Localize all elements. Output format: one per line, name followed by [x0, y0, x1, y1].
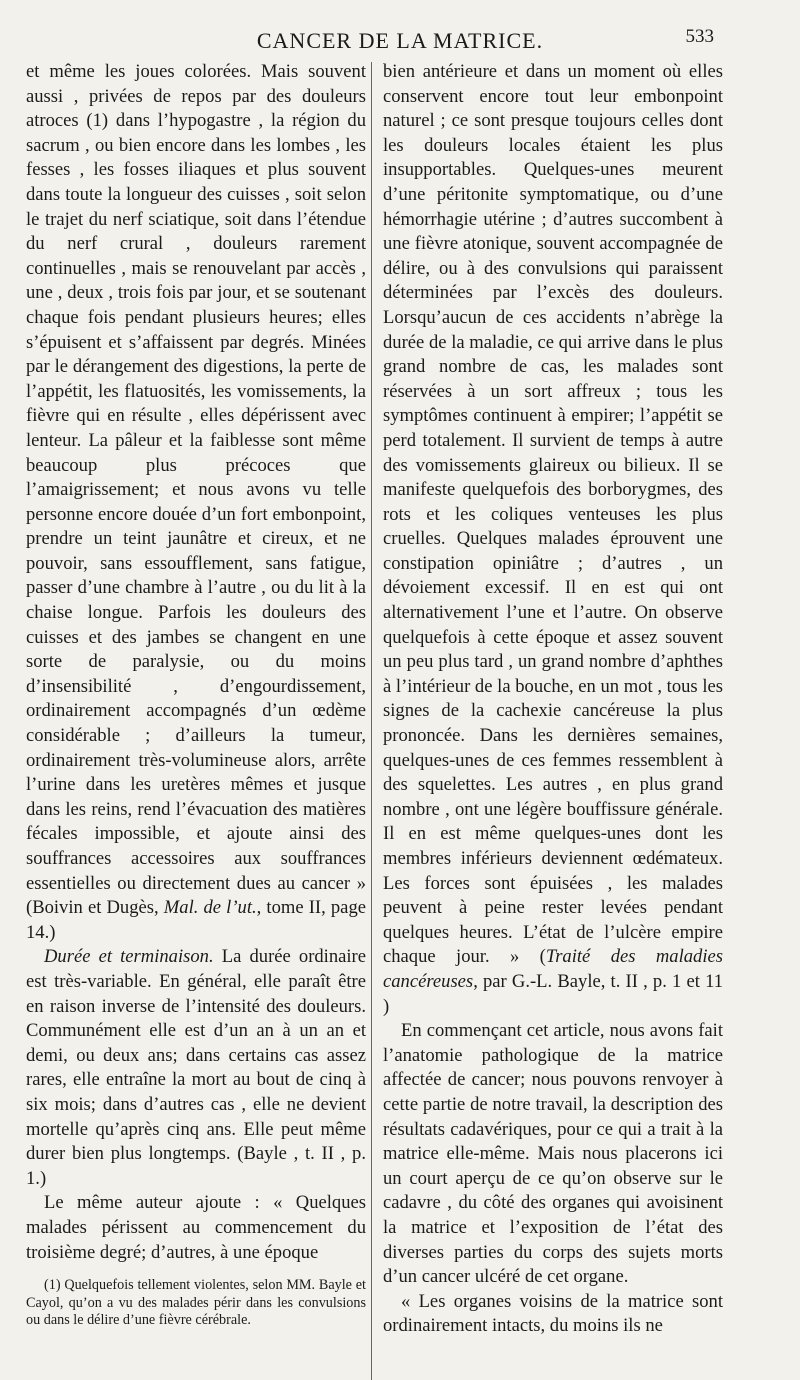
paragraph — [383, 60, 723, 1019]
right-column — [383, 60, 723, 1339]
citation-text: , tome II, page 14.) — [26, 897, 366, 943]
paragraph: « Les organes voisins de la matrice sont ordinairement intacts, du moins ils ne — [383, 1290, 723, 1337]
left-column — [26, 60, 366, 1330]
citation-title: Traité des maladies cancéreuses — [383, 946, 723, 992]
page-number: 533 — [685, 26, 714, 47]
paragraph — [26, 945, 366, 1191]
page-header — [0, 22, 800, 56]
section-heading: Durée et terminaison. — [44, 946, 214, 968]
citation-title: Mal. de l’ut. — [163, 897, 257, 919]
paragraph — [26, 60, 366, 945]
paragraph-text: et même les joues colorées. Mais souvent aussi , privées de repos par des douleurs atroces (1) dans l’hypogastre , la région du sacrum , ou bien encore dans les lombes , les fesses , les fosses iliaques et plus souvent dans toute la longueur des cuisses , soit selon le trajet du nerf sciatique, soit dans l’étendue du nerf crural , douleurs rarement continuelles , mais se renouvelant par accès , une , deux , trois fois par jour, et se soutenant chaque fois pendant plusieurs heures; elles s’épuisent et s’affaissent par degrés. Minées par le dérangement des digestions, la perte de l’appétit, les flatuosités, les vomissements, la fièvre qui en résulte , elles dépérissent avec lenteur. La pâleur et la faiblesse sont même beaucoup plus précoces que l’amaigrissement; et nous avons vu telle personne encore douée d’un fort embonpoint, prendre un teint jaunâtre et cireux, et ne pouvoir, sans essoufflement, sans fatigue, passer d’une chambre à l’autre , ou du lit à la chaise longue. Parfois les douleurs des cuisses et des jambes se changent en une sorte de paralysie, ou du moins d’insensibilité , d’engourdissement, ordinairement accompagnés d’un œdème considérable ; d’ailleurs la tumeur, ordinairement très-volumineuse alors, arrête l’urine dans les uretères mêmes et jusque dans les reins, rend l’évacuation des matières fécales impossible, et ajoute ainsi des souffrances accessoires aux souffrances essentielles ou directement dues au cancer » (Boivin et Dugès, — [26, 61, 366, 919]
paragraph-text: La durée ordinaire est très-variable. En général, elle paraît être en raison inverse de l’intensité des douleurs. Communément elle est d’un an à un an et demi, ou deux ans; dans certains cas assez rares, elle entraîne la mort au bout de cinq à six mois; dans d’autres cas , elle ne devient mortelle qu’après cinq ans. Elle peut même durer bien plus longtemps. (Bayle , t. II , p. 1.) — [26, 946, 367, 1189]
paragraph: En commençant cet article, nous avons fait l’anatomie pathologique de la matrice affectée de cancer; nous pouvons renvoyer à cette partie de notre travail, la description des résultats cadavériques, pour ce qui a trait à la matrice elle-même. Mais nous placerons ici un court aperçu de ce qu’on observe sur le cadavre , du côté des organes qui avoisinent la matrice et l’exposition de l’état des diverses parties du corps des sujets morts d’un cancer ulcéré de cet organe. — [383, 1020, 723, 1288]
running-title: CANCER DE LA MATRICE. — [256, 28, 544, 53]
footnote: (1) Quelquefois tellement violentes, selon MM. Bayle et Cayol, qu’on a vu des malades périr dans les convulsions ou dans le délire d’une fièvre cérébrale. — [26, 1277, 366, 1329]
paragraph-text: bien antérieure et dans un moment où elles conservent encore tout leur embonpoint naturel ; ce sont presque toujours celles dont les douleurs locales étaient les plus insupportables. Quelques-unes meurent d’une péritonite symptomatique, ou d’une hémorrhagie utérine ; d’autres succombent à une fièvre atonique, souvent accompagnée de délire, ou à des convulsions qui paraissent déterminées par l’excès des douleurs. Lorsqu’aucun de ces accidents n’abrège la durée de la maladie, ce qui arrive dans le plus grand nombre de cas, les malades sont réservées à un sort affreux ; tous les symptômes continuent à empirer; l’appétit se perd totalement. Il survient de temps à autre des vomissements glaireux ou bilieux. Il se manifeste quelquefois des borborygmes, des rots et les coliques venteuses les plus cruelles. Quelques malades éprouvent une constipation opiniâtre ; d’autres , un dévoiement excessif. Il en est qui ont alternativement l’une et l’autre. On observe quelquefois à cette époque et assez souvent un peu plus tard , un grand nombre d’aphthes à l’intérieur de la bouche, en un mot , tous les signes de la cachexie cancéreuse la plus prononcée. Dans les dernières semaines, quelques-unes de ces femmes ressemblent à des squelettes. Les autres , en plus grand nombre , ont une légère bouffissure générale. Il en est même quelques-unes dont les membres inférieurs deviennent œdémateux. Les forces sont épuisées , les malades peuvent à peine rester levées pendant quelques heures. L’état de l’ulcère empire chaque jour. » ( — [383, 61, 723, 968]
citation-text: , par G.-L. Bayle, t. II , p. 1 et 11 ) — [383, 970, 723, 1017]
paragraph: Le même auteur ajoute : « Quelques malades périssent au commencement du troisième degré; d’autres, à une époque — [26, 1192, 366, 1263]
column-divider — [371, 62, 372, 1380]
